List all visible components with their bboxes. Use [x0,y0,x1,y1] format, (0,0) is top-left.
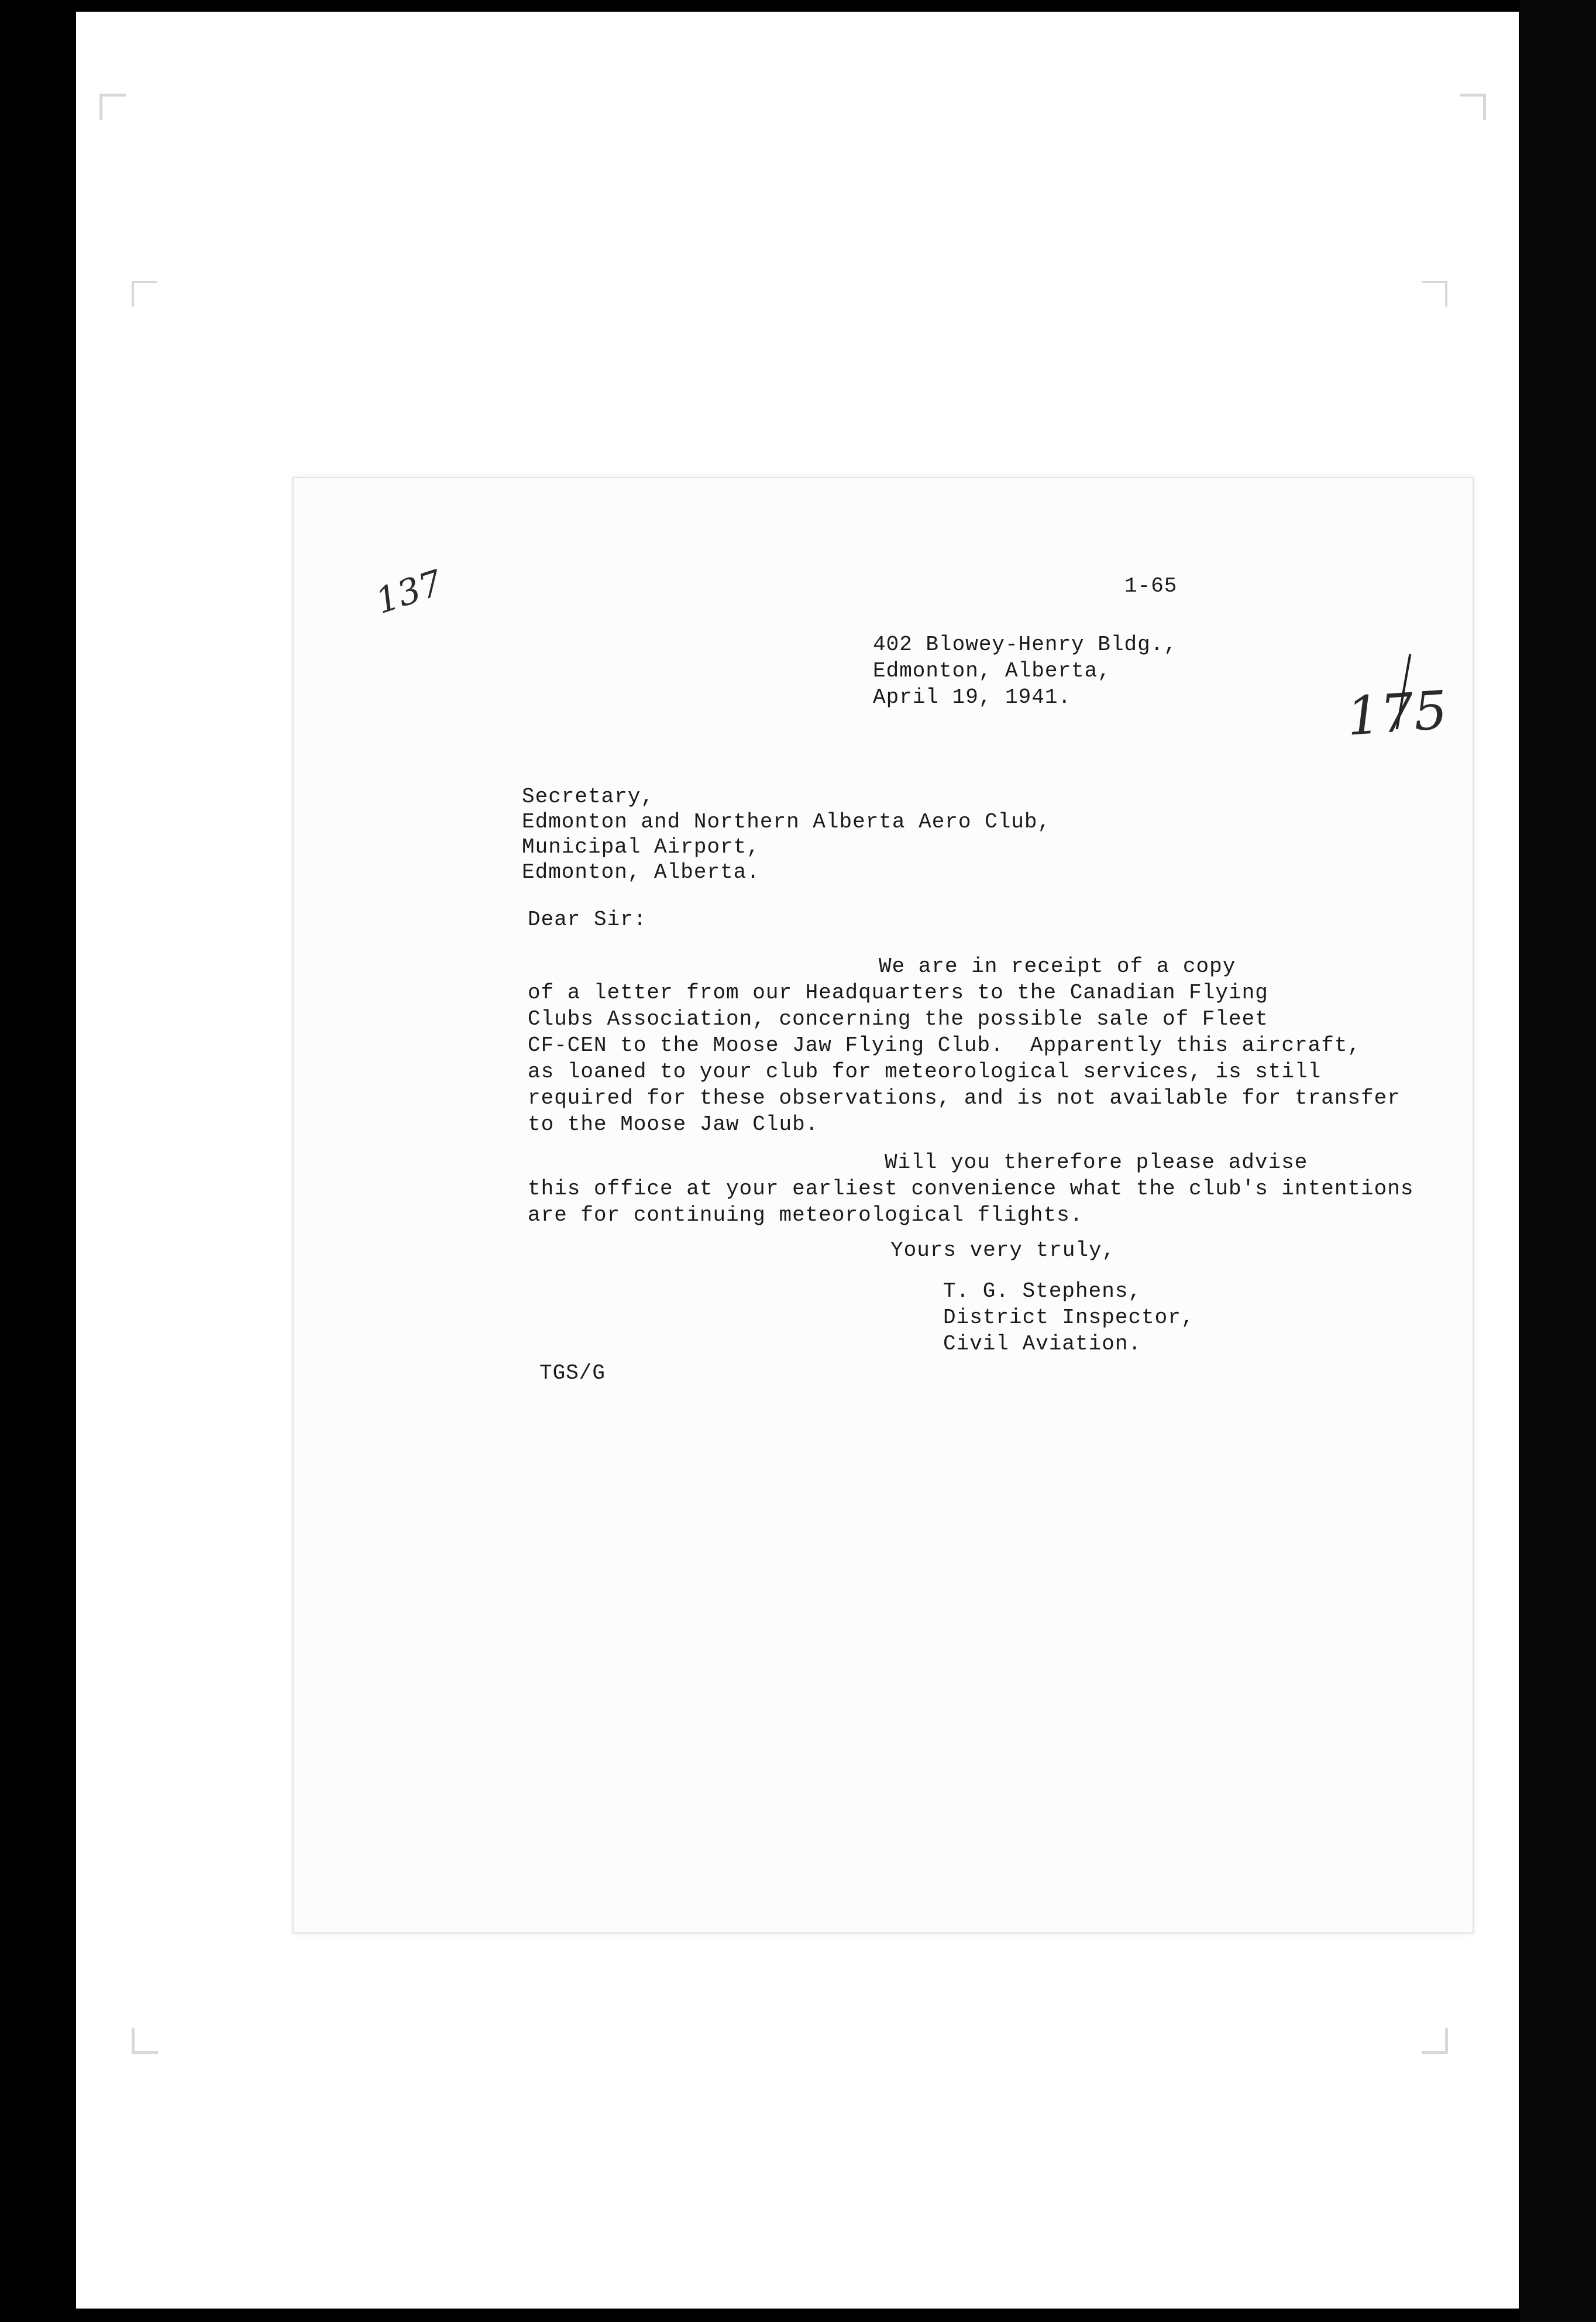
body-line: We are in receipt of a copy [879,954,1236,978]
crop-mark-top-right [1460,94,1486,120]
signature-title: District Inspector, [943,1306,1195,1330]
letter-date: April 19, 1941. [873,685,1072,709]
crop-mark-bottom-right [1422,2028,1448,2054]
body-line: of a letter from our Headquarters to the Canadian Flying [528,981,1268,1005]
page-reference: 1-65 [1124,574,1178,598]
signature-department: Civil Aviation. [943,1332,1142,1356]
handwritten-note-right: 175 [1344,679,1450,748]
handwritten-note-top: 137 [370,562,448,622]
body-line: Clubs Association, concerning the possible sale of Fleet [528,1007,1268,1031]
reference-initials: TGS/G [539,1361,606,1385]
closing: Yours very truly, [890,1238,1116,1262]
crop-mark-bottom-left [132,2028,158,2054]
signature-name: T. G. Stephens, [943,1279,1142,1303]
body-line: this office at your earliest convenience what the club's intentions [528,1177,1414,1201]
letter-sheet [293,477,1474,1933]
recipient-line: Secretary, [522,785,655,809]
crop-mark-mid-left [132,281,157,307]
body-line: are for continuing meteorological flights. [528,1203,1084,1227]
crop-mark-top-left [99,94,126,120]
sender-address-line: Edmonton, Alberta, [873,659,1111,683]
recipient-line: Municipal Airport, [522,835,760,859]
body-line: to the Moose Jaw Club. [528,1112,819,1136]
salutation: Dear Sir: [528,908,647,932]
body-line: as loaned to your club for meteorological services, is still [528,1060,1322,1084]
recipient-line: Edmonton and Northern Alberta Aero Club, [522,810,1051,834]
sender-address-line: 402 Blowey-Henry Bldg., [873,633,1177,657]
crop-mark-mid-right [1422,281,1447,307]
recipient-line: Edmonton, Alberta. [522,860,760,884]
body-line: CF-CEN to the Moose Jaw Flying Club. Apparently this aircraft, [528,1033,1361,1057]
body-line: required for these observations, and is not available for transfer [528,1086,1401,1110]
film-edge [1520,0,1596,2322]
body-line: Will you therefore please advise [885,1150,1308,1174]
